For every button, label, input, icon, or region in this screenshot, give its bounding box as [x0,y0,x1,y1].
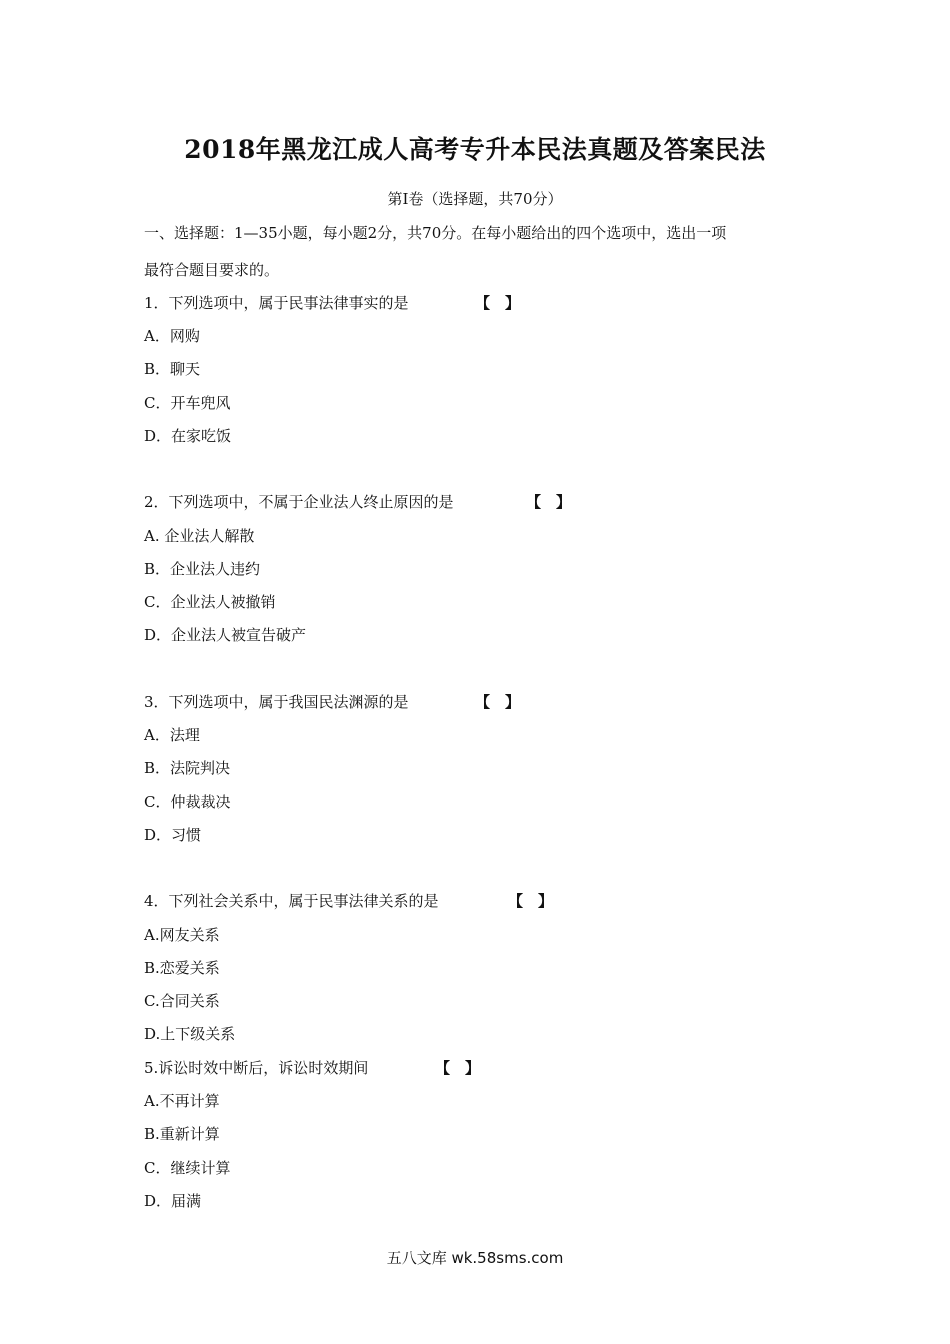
question-5-option-c: C．继续计算 [144,1159,231,1177]
question-2-option-b: B．企业法人违约 [144,560,261,578]
question-4-option-b: B.恋爱关系 [144,959,220,977]
question-1-option-d: D．在家吃饭 [144,427,232,445]
question-5-option-d: D．届满 [144,1192,202,1210]
question-4-option-a: A.网友关系 [144,926,220,944]
question-3-option-b: B．法院判决 [144,759,231,777]
question-3-option-a: A．法理 [144,726,200,744]
question-2-option-a: A. 企业法人解散 [144,527,255,545]
footer-watermark: 五八文库 wk.58sms.com [386,1249,564,1267]
question-1-option-a: A．网购 [144,327,200,345]
question-2-option-d: D．企业法人被宣告破产 [144,626,307,644]
instruction-line-1: 一、选择题：1—35小题，每小题2分，共70分。在每小题给出的四个选项中，选出一项 [144,224,727,242]
question-5-option-b: B.重新计算 [144,1125,220,1143]
question-3-option-d: D．习惯 [144,826,202,844]
page-title: 2018年黑龙江成人高考专升本民法真题及答案民法 [184,135,766,164]
question-2-answer-bracket: 【 】 [526,493,572,511]
question-1-stem: 1．下列选项中，属于民事法律事实的是 [144,294,409,312]
question-2-stem: 2．下列选项中，不属于企业法人终止原因的是 [144,493,454,511]
question-5-option-a: A.不再计算 [144,1092,220,1110]
question-3-answer-bracket: 【 】 [475,693,521,711]
question-5-stem: 5.诉讼时效中断后，诉讼时效期间 [144,1059,369,1077]
section-subtitle: 第I卷（选择题，共70分） [387,190,563,208]
question-2-option-c: C．企业法人被撤销 [144,593,276,611]
question-1-option-b: B．聊天 [144,360,201,378]
question-4-answer-bracket: 【 】 [508,892,554,910]
question-3-option-c: C．仲裁裁决 [144,793,231,811]
question-1-option-c: C．开车兜风 [144,394,231,412]
instruction-line-2: 最符合题目要求的。 [144,261,280,279]
question-3-stem: 3．下列选项中，属于我国民法渊源的是 [144,693,409,711]
question-4-option-c: C.合同关系 [144,992,220,1010]
question-4-stem: 4．下列社会关系中，属于民事法律关系的是 [144,892,439,910]
question-4-option-d: D.上下级关系 [144,1025,236,1043]
question-5-answer-bracket: 【 】 [435,1059,481,1077]
question-1-answer-bracket: 【 】 [475,294,521,312]
